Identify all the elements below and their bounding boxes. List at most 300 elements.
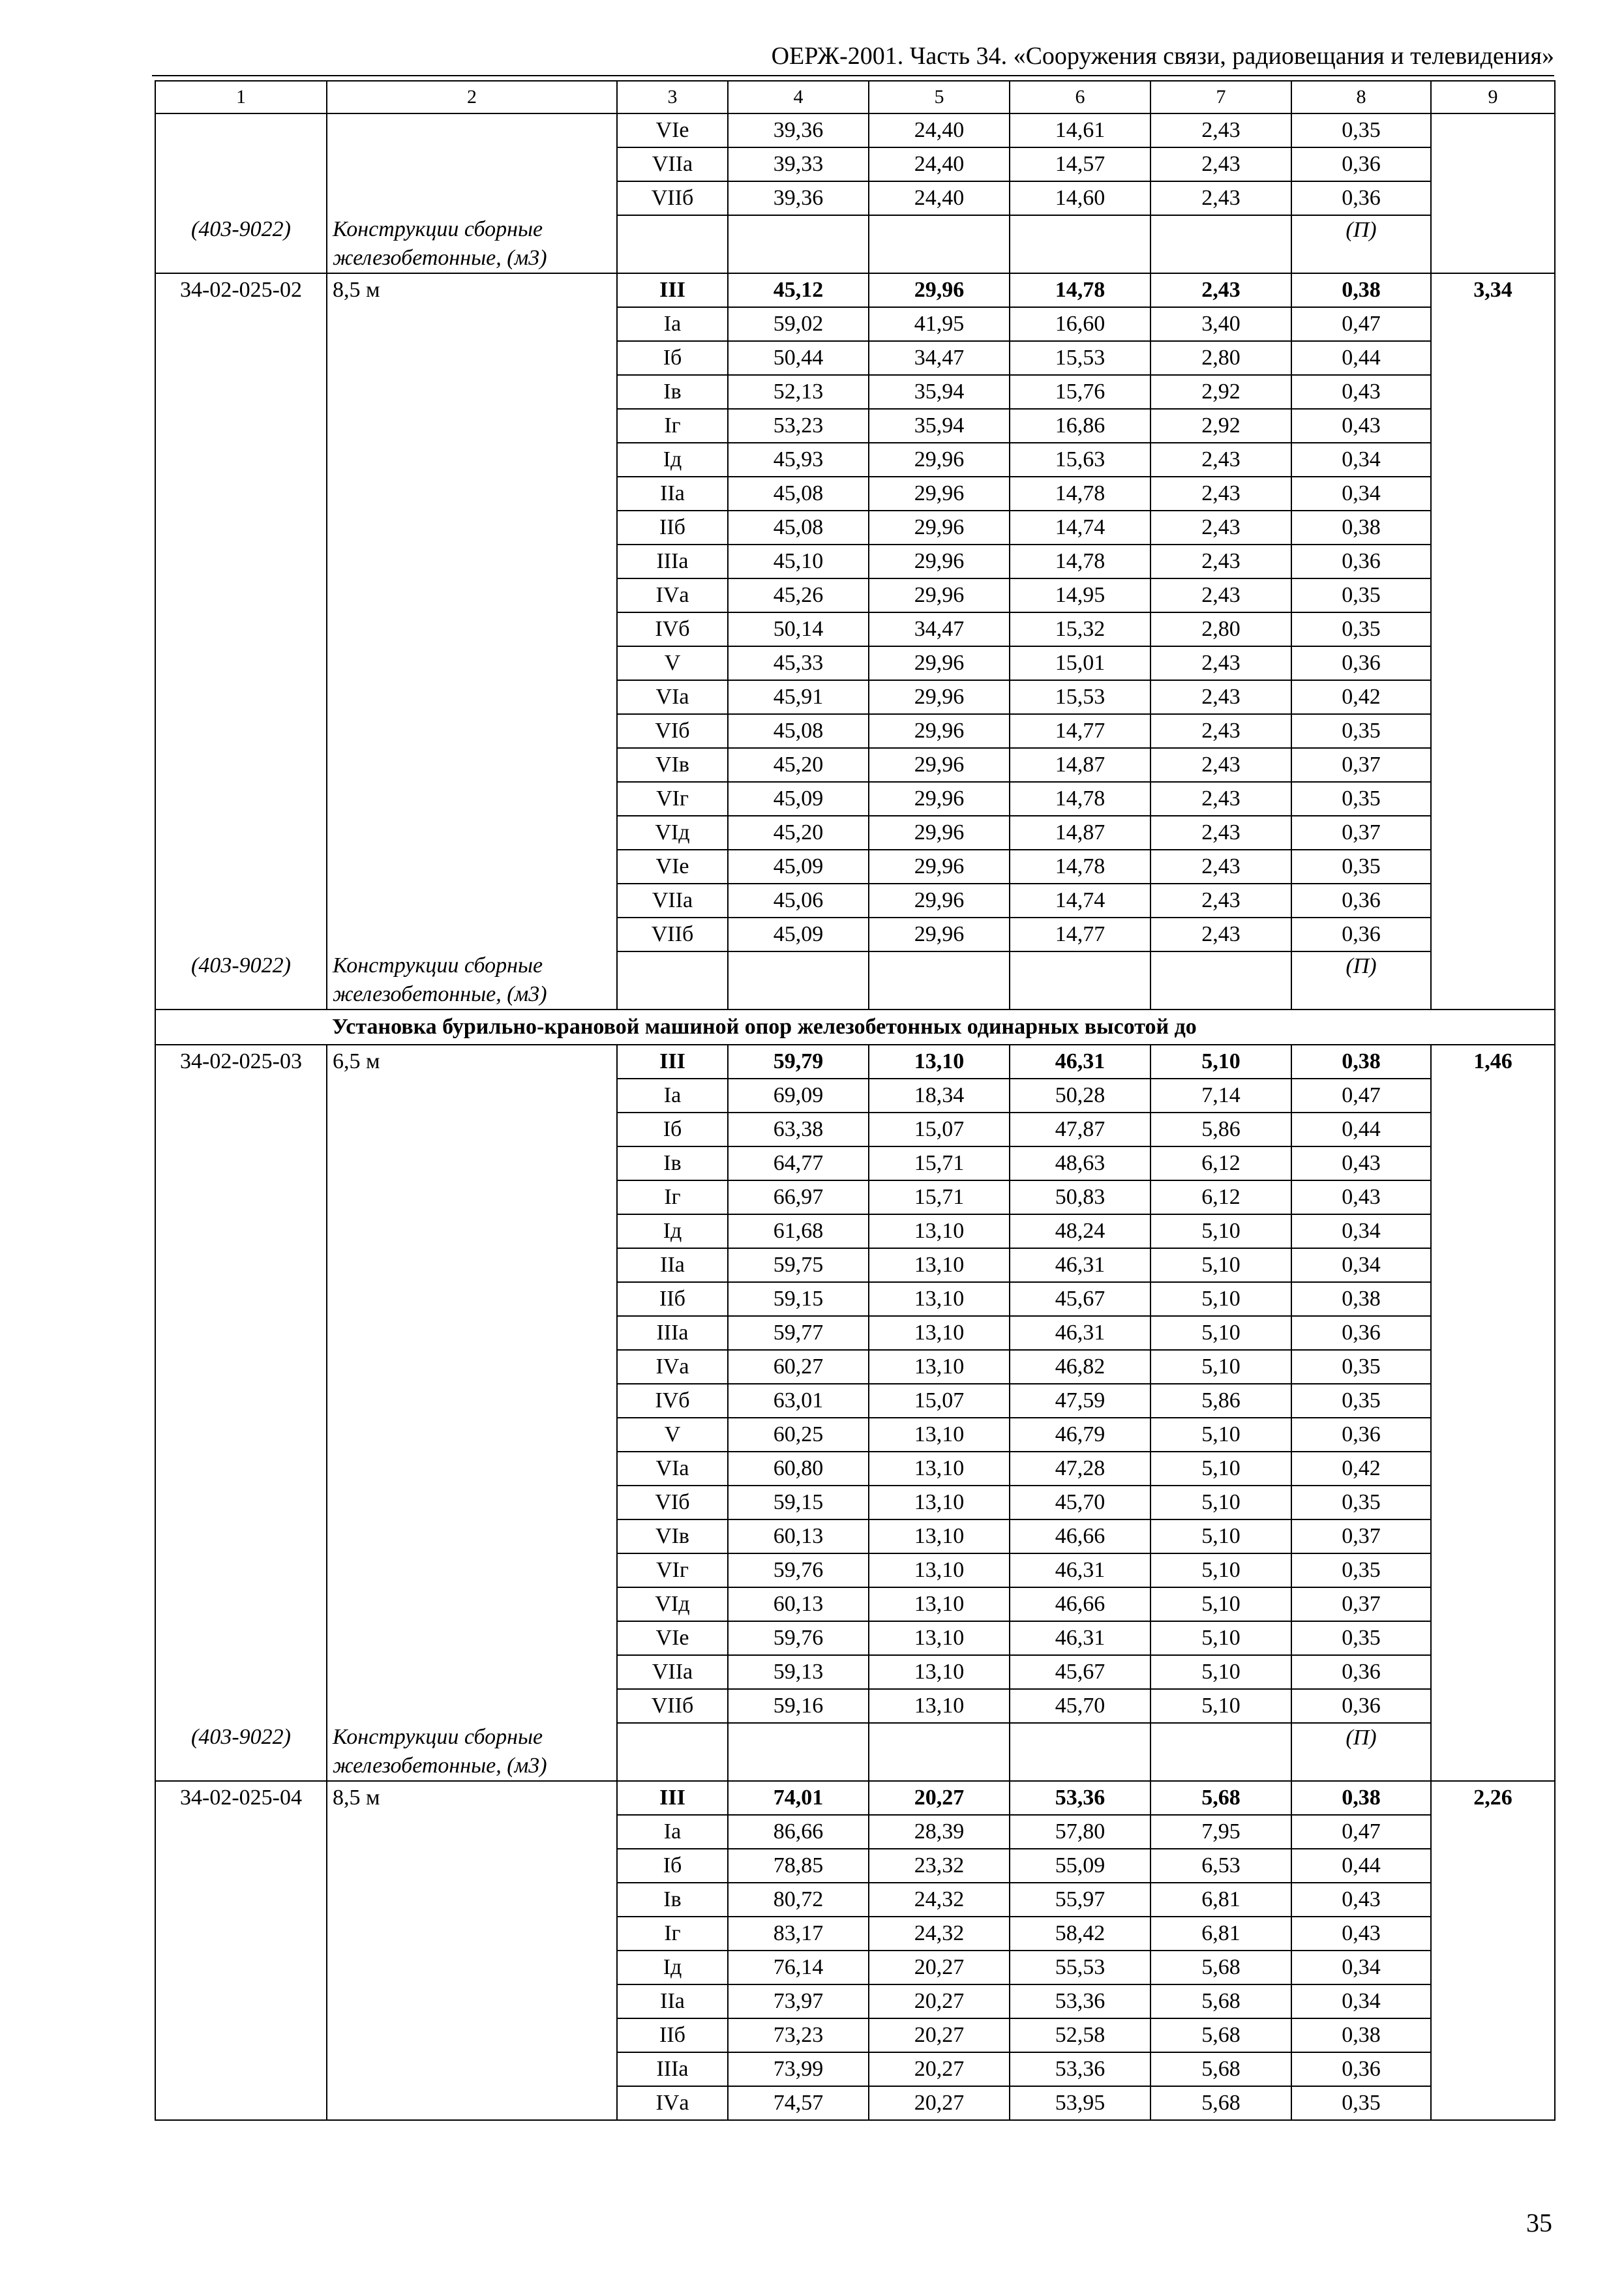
value-cell: 13,10 <box>869 1486 1010 1519</box>
value-cell: 45,33 <box>728 646 869 680</box>
value-cell: 0,37 <box>1291 1587 1431 1621</box>
table-row <box>155 1384 1555 1418</box>
value-cell: 0,37 <box>1291 1519 1431 1553</box>
value-cell: 50,28 <box>1010 1079 1150 1113</box>
rate-name <box>327 782 617 816</box>
table-row <box>155 147 1555 181</box>
value-cell: 24,40 <box>869 181 1010 215</box>
rate-name <box>327 443 617 477</box>
value-cell: 0,36 <box>1291 646 1431 680</box>
zone-cell: IIб <box>617 1282 728 1316</box>
value-cell: 16,60 <box>1010 307 1150 341</box>
value-cell: 0,34 <box>1291 1214 1431 1248</box>
value-cell: 15,63 <box>1010 443 1150 477</box>
table-row <box>155 782 1555 816</box>
note-row <box>155 1723 1555 1781</box>
zone-cell: Iа <box>617 1815 728 1849</box>
rate-name <box>327 1113 617 1146</box>
value-cell: 2,92 <box>1150 409 1291 443</box>
value-cell: 29,96 <box>869 782 1010 816</box>
total-cell <box>1431 1146 1555 1180</box>
table-row <box>155 1079 1555 1113</box>
rate-name <box>327 1079 617 1113</box>
value-cell: 45,20 <box>728 816 869 850</box>
rate-code <box>155 443 327 477</box>
total-cell <box>1431 1723 1555 1781</box>
empty-cell <box>728 1723 869 1781</box>
value-cell: 29,96 <box>869 511 1010 545</box>
table-row <box>155 2086 1555 2120</box>
rate-name <box>327 1452 617 1486</box>
value-cell: 15,53 <box>1010 680 1150 714</box>
value-cell: 0,36 <box>1291 1316 1431 1350</box>
table-row <box>155 181 1555 215</box>
value-cell: 57,80 <box>1010 1815 1150 1849</box>
value-cell: 0,36 <box>1291 1689 1431 1723</box>
total-cell <box>1431 612 1555 646</box>
value-cell: 15,32 <box>1010 612 1150 646</box>
value-cell: 45,09 <box>728 918 869 951</box>
rate-name <box>327 918 617 951</box>
value-cell: 13,10 <box>869 1587 1010 1621</box>
value-cell: 5,10 <box>1150 1689 1291 1723</box>
rate-code <box>155 1350 327 1384</box>
rate-code <box>155 816 327 850</box>
table-row <box>155 816 1555 850</box>
rate-name <box>327 748 617 782</box>
zone-cell: VIг <box>617 782 728 816</box>
note-code: (403-9022) <box>155 1723 327 1781</box>
value-cell: 13,10 <box>869 1248 1010 1282</box>
value-cell: 20,27 <box>869 2018 1010 2052</box>
rate-name <box>327 680 617 714</box>
value-cell: 2,43 <box>1150 511 1291 545</box>
value-cell: 5,10 <box>1150 1045 1291 1079</box>
value-cell: 0,38 <box>1291 2018 1431 2052</box>
table-row <box>155 1519 1555 1553</box>
value-cell: 0,35 <box>1291 1486 1431 1519</box>
total-cell <box>1431 1951 1555 1984</box>
zone-cell: Iд <box>617 1951 728 1984</box>
table-row <box>155 477 1555 511</box>
column-number-row <box>155 81 1555 113</box>
zone-cell: IVб <box>617 612 728 646</box>
rate-code <box>155 113 327 147</box>
zone-cell: VIIб <box>617 181 728 215</box>
value-cell: 14,87 <box>1010 748 1150 782</box>
table-row <box>155 1146 1555 1180</box>
total-cell <box>1431 816 1555 850</box>
value-cell: 14,57 <box>1010 147 1150 181</box>
value-cell: 14,78 <box>1010 850 1150 884</box>
value-cell: 18,34 <box>869 1079 1010 1113</box>
value-cell: 0,34 <box>1291 1984 1431 2018</box>
value-cell: 29,96 <box>869 850 1010 884</box>
table-row <box>155 1951 1555 1984</box>
total-cell <box>1431 1587 1555 1621</box>
value-cell: 35,94 <box>869 409 1010 443</box>
value-cell: 5,10 <box>1150 1486 1291 1519</box>
value-cell: 55,97 <box>1010 1883 1150 1917</box>
value-cell: 15,07 <box>869 1384 1010 1418</box>
rate-code <box>155 409 327 443</box>
value-cell: 59,16 <box>728 1689 869 1723</box>
value-cell: 24,32 <box>869 1883 1010 1917</box>
table-row <box>155 1045 1555 1079</box>
value-cell: 0,43 <box>1291 1883 1431 1917</box>
rate-code <box>155 612 327 646</box>
value-cell: 63,38 <box>728 1113 869 1146</box>
table-row <box>155 1689 1555 1723</box>
value-cell: 59,79 <box>728 1045 869 1079</box>
zone-cell: Iб <box>617 1113 728 1146</box>
value-cell: 15,76 <box>1010 375 1150 409</box>
value-cell: 45,67 <box>1010 1282 1150 1316</box>
table-row <box>155 1180 1555 1214</box>
value-cell: 13,10 <box>869 1655 1010 1689</box>
value-cell: 76,14 <box>728 1951 869 1984</box>
table-row <box>155 1917 1555 1951</box>
table-row <box>155 2018 1555 2052</box>
table-row <box>155 1486 1555 1519</box>
rate-code <box>155 2086 327 2120</box>
value-cell: 0,36 <box>1291 884 1431 918</box>
value-cell: 63,01 <box>728 1384 869 1418</box>
rate-name <box>327 1519 617 1553</box>
value-cell: 48,24 <box>1010 1214 1150 1248</box>
empty-cell <box>869 951 1010 1010</box>
rate-code <box>155 2018 327 2052</box>
total-cell <box>1431 2052 1555 2086</box>
value-cell: 29,96 <box>869 748 1010 782</box>
zone-cell: VIа <box>617 680 728 714</box>
value-cell: 45,08 <box>728 511 869 545</box>
empty-cell <box>617 1723 728 1781</box>
value-cell: 5,68 <box>1150 1951 1291 1984</box>
value-cell: 0,38 <box>1291 1781 1431 1815</box>
table-row <box>155 1655 1555 1689</box>
zone-cell: IIб <box>617 511 728 545</box>
value-cell: 0,34 <box>1291 477 1431 511</box>
total-cell <box>1431 1113 1555 1146</box>
empty-cell <box>1150 1723 1291 1781</box>
value-cell: 66,97 <box>728 1180 869 1214</box>
value-cell: 13,10 <box>869 1621 1010 1655</box>
total-cell <box>1431 748 1555 782</box>
rate-code <box>155 714 327 748</box>
total-cell <box>1431 680 1555 714</box>
value-cell: 13,10 <box>869 1214 1010 1248</box>
rate-code: 34-02-025-02 <box>155 273 327 307</box>
value-cell: 15,01 <box>1010 646 1150 680</box>
rate-code: 34-02-025-04 <box>155 1781 327 1815</box>
value-cell: 2,80 <box>1150 341 1291 375</box>
value-cell: 2,43 <box>1150 113 1291 147</box>
value-cell: 6,12 <box>1150 1180 1291 1214</box>
rate-name <box>327 341 617 375</box>
rate-name <box>327 1815 617 1849</box>
value-cell: 2,43 <box>1150 918 1291 951</box>
value-cell: 59,76 <box>728 1553 869 1587</box>
value-cell: 28,39 <box>869 1815 1010 1849</box>
value-cell: 2,92 <box>1150 375 1291 409</box>
rate-code <box>155 307 327 341</box>
zone-cell: VIб <box>617 1486 728 1519</box>
table-row <box>155 341 1555 375</box>
value-cell: 14,78 <box>1010 545 1150 578</box>
value-cell: 2,43 <box>1150 714 1291 748</box>
rate-name <box>327 714 617 748</box>
value-cell: 55,53 <box>1010 1951 1150 1984</box>
rate-code <box>155 1689 327 1723</box>
value-cell: 5,68 <box>1150 1984 1291 2018</box>
value-cell: 74,57 <box>728 2086 869 2120</box>
zone-cell: Iг <box>617 1917 728 1951</box>
note-row <box>155 951 1555 1010</box>
total-cell <box>1431 1519 1555 1553</box>
rate-name <box>327 850 617 884</box>
value-cell: 29,96 <box>869 680 1010 714</box>
value-cell: 5,10 <box>1150 1587 1291 1621</box>
value-cell: 0,35 <box>1291 2086 1431 2120</box>
value-cell: 0,44 <box>1291 1113 1431 1146</box>
value-cell: 6,53 <box>1150 1849 1291 1883</box>
rate-code <box>155 1452 327 1486</box>
total-cell <box>1431 215 1555 273</box>
empty-cell <box>1150 215 1291 273</box>
rate-code <box>155 181 327 215</box>
zone-cell: IVа <box>617 2086 728 2120</box>
total-cell: 3,34 <box>1431 273 1555 307</box>
rate-name: 6,5 м <box>327 1045 617 1079</box>
value-cell: 0,36 <box>1291 181 1431 215</box>
value-cell: 7,14 <box>1150 1079 1291 1113</box>
rate-code <box>155 1146 327 1180</box>
value-cell: 0,43 <box>1291 1146 1431 1180</box>
total-cell <box>1431 1486 1555 1519</box>
total-cell <box>1431 1553 1555 1587</box>
column-number: 3 <box>617 81 728 113</box>
rate-name <box>327 1146 617 1180</box>
table-row <box>155 1282 1555 1316</box>
page-number: 35 <box>1526 2208 1552 2237</box>
empty-cell <box>617 951 728 1010</box>
value-cell: 6,12 <box>1150 1146 1291 1180</box>
note-code: (403-9022) <box>155 215 327 273</box>
rate-name <box>327 181 617 215</box>
rate-code: 34-02-025-03 <box>155 1045 327 1079</box>
rate-name <box>327 2086 617 2120</box>
zone-cell: VIг <box>617 1553 728 1587</box>
value-cell: 29,96 <box>869 816 1010 850</box>
value-cell: 0,35 <box>1291 1350 1431 1384</box>
value-cell: 47,59 <box>1010 1384 1150 1418</box>
rate-name <box>327 816 617 850</box>
zone-cell: Iд <box>617 443 728 477</box>
value-cell: 5,68 <box>1150 2086 1291 2120</box>
value-cell: 52,13 <box>728 375 869 409</box>
rate-name <box>327 1384 617 1418</box>
rate-name: 8,5 м <box>327 273 617 307</box>
rate-name <box>327 1486 617 1519</box>
rate-code <box>155 578 327 612</box>
value-cell: 13,10 <box>869 1418 1010 1452</box>
value-cell: 45,70 <box>1010 1486 1150 1519</box>
rate-name <box>327 307 617 341</box>
rate-code <box>155 1079 327 1113</box>
total-cell <box>1431 1180 1555 1214</box>
rate-code <box>155 1519 327 1553</box>
section-heading-row <box>155 1010 1555 1045</box>
value-cell: 0,47 <box>1291 1815 1431 1849</box>
value-cell: 46,31 <box>1010 1248 1150 1282</box>
note-mark: (П) <box>1291 951 1431 1010</box>
value-cell: 50,83 <box>1010 1180 1150 1214</box>
rate-name <box>327 477 617 511</box>
value-cell: 48,63 <box>1010 1146 1150 1180</box>
value-cell: 0,34 <box>1291 1248 1431 1282</box>
zone-cell: Iб <box>617 1849 728 1883</box>
value-cell: 0,34 <box>1291 443 1431 477</box>
value-cell: 46,82 <box>1010 1350 1150 1384</box>
total-cell <box>1431 714 1555 748</box>
rate-name <box>327 1883 617 1917</box>
value-cell: 2,43 <box>1150 748 1291 782</box>
value-cell: 5,10 <box>1150 1553 1291 1587</box>
value-cell: 2,43 <box>1150 273 1291 307</box>
empty-cell <box>1010 215 1150 273</box>
value-cell: 14,60 <box>1010 181 1150 215</box>
value-cell: 73,23 <box>728 2018 869 2052</box>
table-row <box>155 1452 1555 1486</box>
rates-table <box>155 80 1556 2121</box>
value-cell: 53,23 <box>728 409 869 443</box>
value-cell: 59,02 <box>728 307 869 341</box>
value-cell: 45,09 <box>728 782 869 816</box>
value-cell: 13,10 <box>869 1350 1010 1384</box>
rate-name <box>327 1621 617 1655</box>
value-cell: 45,06 <box>728 884 869 918</box>
rate-name <box>327 511 617 545</box>
value-cell: 73,97 <box>728 1984 869 2018</box>
empty-cell <box>1010 951 1150 1010</box>
empty-cell <box>1150 951 1291 1010</box>
value-cell: 20,27 <box>869 2052 1010 2086</box>
table-row <box>155 511 1555 545</box>
value-cell: 29,96 <box>869 443 1010 477</box>
value-cell: 29,96 <box>869 578 1010 612</box>
rate-code <box>155 1621 327 1655</box>
value-cell: 60,80 <box>728 1452 869 1486</box>
value-cell: 35,94 <box>869 375 1010 409</box>
table-row <box>155 1781 1555 1815</box>
value-cell: 2,43 <box>1150 850 1291 884</box>
table-row <box>155 578 1555 612</box>
total-cell <box>1431 1984 1555 2018</box>
table-row <box>155 646 1555 680</box>
column-number: 9 <box>1431 81 1555 113</box>
value-cell: 60,27 <box>728 1350 869 1384</box>
value-cell: 45,08 <box>728 477 869 511</box>
value-cell: 5,10 <box>1150 1214 1291 1248</box>
value-cell: 45,08 <box>728 714 869 748</box>
column-number: 2 <box>327 81 617 113</box>
total-cell <box>1431 307 1555 341</box>
value-cell: 45,09 <box>728 850 869 884</box>
value-cell: 0,43 <box>1291 375 1431 409</box>
value-cell: 13,10 <box>869 1452 1010 1486</box>
zone-cell: IIIа <box>617 1316 728 1350</box>
column-number: 1 <box>155 81 327 113</box>
rate-code <box>155 1849 327 1883</box>
value-cell: 0,44 <box>1291 1849 1431 1883</box>
value-cell: 2,43 <box>1150 443 1291 477</box>
rate-name <box>327 1180 617 1214</box>
rate-name <box>327 1587 617 1621</box>
value-cell: 0,38 <box>1291 1045 1431 1079</box>
table-row <box>155 1621 1555 1655</box>
rate-name <box>327 1282 617 1316</box>
value-cell: 2,43 <box>1150 181 1291 215</box>
note-text: Конструкции сборные железобетонные, (м3) <box>327 215 617 273</box>
zone-cell: VIе <box>617 1621 728 1655</box>
value-cell: 2,43 <box>1150 782 1291 816</box>
table-row <box>155 612 1555 646</box>
value-cell: 3,40 <box>1150 307 1291 341</box>
value-cell: 0,43 <box>1291 1180 1431 1214</box>
rate-name <box>327 1917 617 1951</box>
zone-cell: VIб <box>617 714 728 748</box>
value-cell: 14,77 <box>1010 918 1150 951</box>
zone-cell: III <box>617 273 728 307</box>
zone-cell: VIе <box>617 850 728 884</box>
value-cell: 59,15 <box>728 1282 869 1316</box>
value-cell: 2,80 <box>1150 612 1291 646</box>
value-cell: 61,68 <box>728 1214 869 1248</box>
empty-cell <box>728 951 869 1010</box>
value-cell: 2,43 <box>1150 816 1291 850</box>
section-heading: Установка бурильно-крановой машиной опор железобетонных одинарных высотой до <box>155 1010 1555 1045</box>
value-cell: 13,10 <box>869 1045 1010 1079</box>
zone-cell: Iв <box>617 375 728 409</box>
rate-code <box>155 1418 327 1452</box>
rate-name <box>327 1248 617 1282</box>
zone-cell: VIа <box>617 1452 728 1486</box>
value-cell: 0,38 <box>1291 511 1431 545</box>
value-cell: 0,37 <box>1291 816 1431 850</box>
zone-cell: Iа <box>617 307 728 341</box>
empty-cell <box>617 215 728 273</box>
column-number: 5 <box>869 81 1010 113</box>
rate-code <box>155 511 327 545</box>
total-cell <box>1431 2018 1555 2052</box>
rate-code <box>155 1214 327 1248</box>
value-cell: 24,40 <box>869 147 1010 181</box>
value-cell: 5,86 <box>1150 1384 1291 1418</box>
value-cell: 45,12 <box>728 273 869 307</box>
zone-cell: V <box>617 1418 728 1452</box>
value-cell: 15,53 <box>1010 341 1150 375</box>
value-cell: 45,93 <box>728 443 869 477</box>
zone-cell: VIIб <box>617 1689 728 1723</box>
rate-name <box>327 1316 617 1350</box>
value-cell: 5,68 <box>1150 2018 1291 2052</box>
rate-name <box>327 884 617 918</box>
value-cell: 5,10 <box>1150 1248 1291 1282</box>
rate-code <box>155 1951 327 1984</box>
total-cell <box>1431 2086 1555 2120</box>
value-cell: 14,74 <box>1010 511 1150 545</box>
